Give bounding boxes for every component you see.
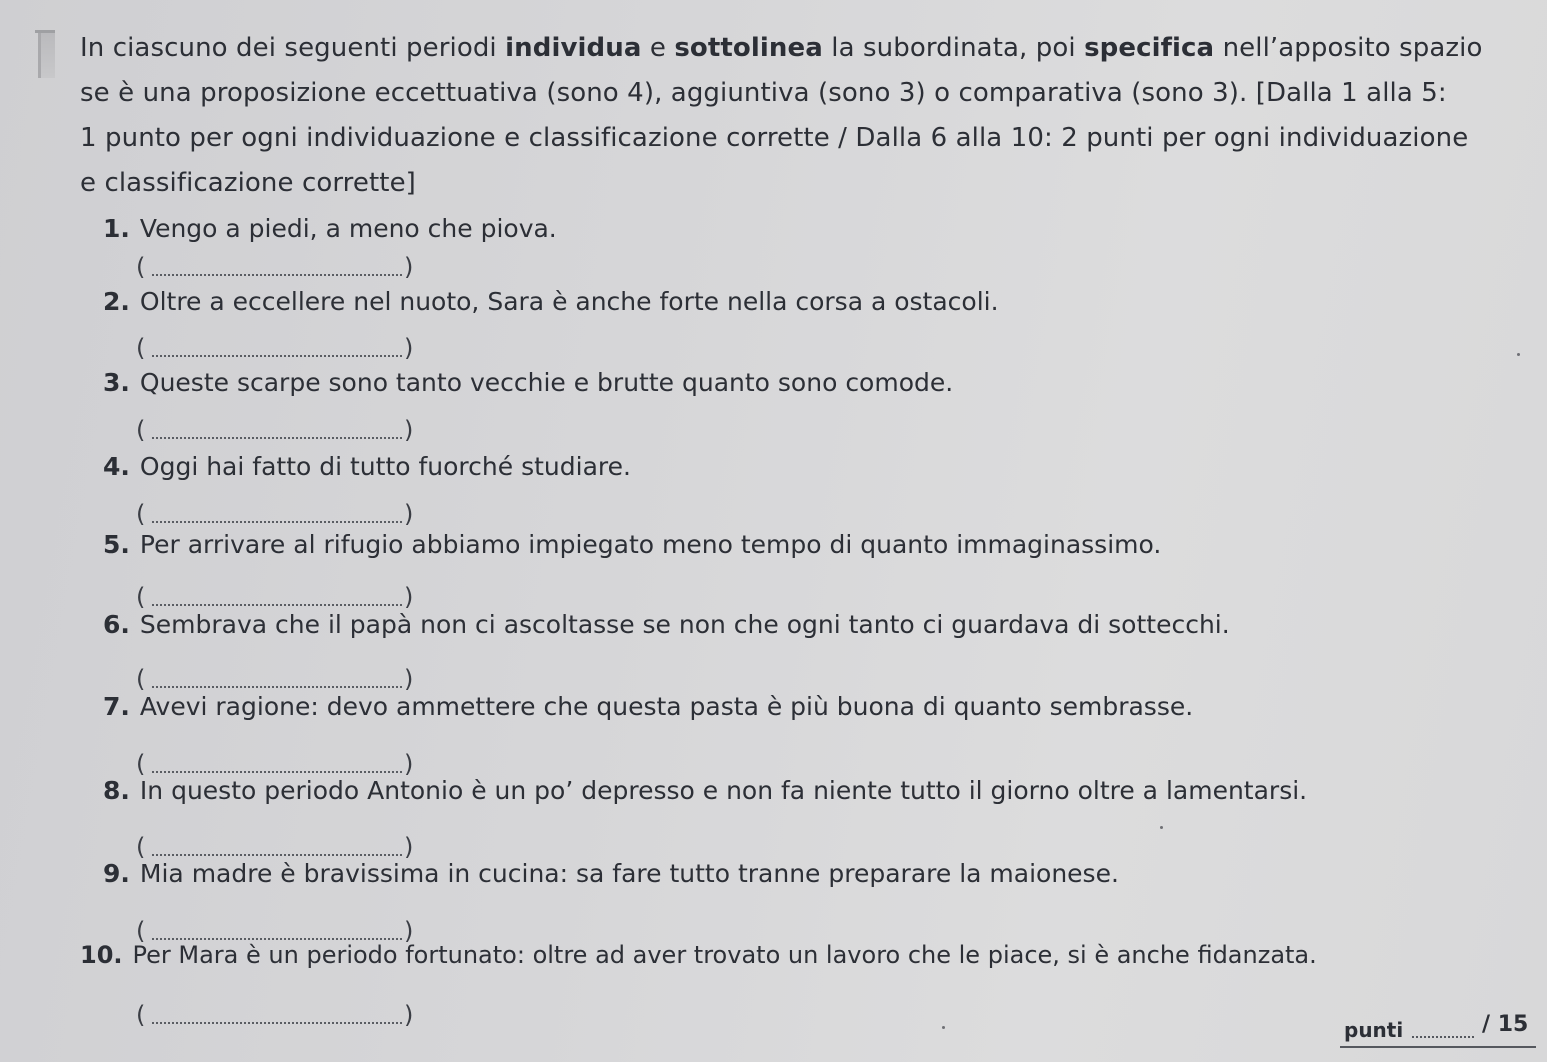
answer-field-10[interactable] — [136, 1001, 426, 1029]
item-sentence: Per Mara è un periodo fortunato: oltre ad aver trovato un lavoro che le piace, si è anche fidanzata. — [132, 941, 1317, 969]
score-total: / 15 — [1482, 1012, 1529, 1037]
paper-speck — [942, 1026, 945, 1029]
item-number: 4. — [103, 452, 130, 481]
instructions-keyword-individua: individua — [505, 33, 642, 63]
item-sentence: In questo periodo Antonio è un po’ depresso e non fa niente tutto il giorno oltre a lamentarsi. — [139, 776, 1308, 805]
exercise-item-4 — [103, 452, 631, 481]
answer-close-paren: ) — [404, 253, 414, 281]
answer-dotted-line — [152, 938, 402, 940]
answer-field-8[interactable] — [136, 833, 426, 861]
answer-dotted-line — [152, 437, 402, 439]
item-sentence: Per arrivare al rifugio abbiamo impiegato meno tempo di quanto immaginassimo. — [139, 530, 1162, 559]
item-number: 1. — [103, 214, 130, 243]
item-number: 8. — [103, 776, 130, 805]
answer-close-paren: ) — [404, 1001, 414, 1029]
answer-field-6[interactable] — [136, 665, 426, 693]
item-number: 7. — [103, 692, 130, 721]
instructions-line-3: 1 punto per ogni individuazione e classificazione corrette / Dalla 6 alla 10: 2 punti per ogni individuazione — [80, 123, 1469, 153]
answer-open-paren: ( — [136, 416, 146, 444]
answer-close-paren: ) — [404, 416, 414, 444]
item-number: 9. — [103, 859, 130, 888]
answer-close-paren: ) — [404, 334, 414, 362]
answer-dotted-line — [152, 355, 402, 357]
exercise-item-9 — [103, 859, 1119, 888]
answer-close-paren: ) — [404, 583, 414, 611]
answer-field-1[interactable] — [136, 253, 426, 281]
exercise-item-6 — [103, 610, 1230, 639]
answer-dotted-line — [152, 1022, 402, 1024]
answer-open-paren: ( — [136, 583, 146, 611]
instructions-line-1 — [80, 26, 1520, 71]
item-sentence: Queste scarpe sono tanto vecchie e brutte quanto sono comode. — [139, 368, 954, 397]
score-blank[interactable] — [1412, 1036, 1474, 1038]
instructions-text: nell’apposito spazio — [1214, 33, 1483, 63]
item-sentence: Sembrava che il papà non ci ascoltasse se non che ogni tanto ci guardava di sottecchi. — [139, 610, 1230, 639]
item-sentence: Oggi hai fatto di tutto fuorché studiare. — [139, 452, 631, 481]
paper-speck — [1160, 826, 1163, 829]
answer-field-7[interactable] — [136, 750, 426, 778]
instructions-line-2: se è una proposizione eccettuativa (sono 4), aggiuntiva (sono 3) o comparativa (sono 3). [Dalla 1 alla 5: — [80, 78, 1447, 108]
exercise-item-5 — [103, 530, 1161, 559]
item-number: 10. — [80, 941, 123, 969]
score-box — [1340, 1010, 1536, 1046]
score-label: punti — [1344, 1018, 1404, 1042]
answer-open-paren: ( — [136, 500, 146, 528]
margin-mark — [38, 30, 55, 78]
answer-dotted-line — [152, 274, 402, 276]
exercise-item-8 — [103, 776, 1307, 805]
exercise-item-10 — [80, 941, 1317, 969]
score-underline — [1340, 1046, 1536, 1048]
answer-field-5[interactable] — [136, 583, 426, 611]
item-number: 6. — [103, 610, 130, 639]
item-number: 5. — [103, 530, 130, 559]
item-sentence: Avevi ragione: devo ammettere che questa pasta è più buona di quanto sembrasse. — [139, 692, 1194, 721]
item-sentence: Vengo a piedi, a meno che piova. — [139, 214, 557, 243]
answer-close-paren: ) — [404, 750, 414, 778]
instructions-text: la subordinata, poi — [822, 33, 1085, 63]
answer-open-paren: ( — [136, 334, 146, 362]
answer-open-paren: ( — [136, 917, 146, 945]
instructions-line-4: e classificazione corrette] — [80, 168, 416, 198]
exercise-instructions — [80, 26, 1520, 206]
answer-close-paren: ) — [404, 833, 414, 861]
answer-field-2[interactable] — [136, 334, 426, 362]
item-sentence: Oltre a eccellere nel nuoto, Sara è anche forte nella corsa a ostacoli. — [139, 287, 999, 316]
exercise-item-1 — [103, 214, 557, 243]
answer-open-paren: ( — [136, 665, 146, 693]
instructions-keyword-specifica: specifica — [1084, 33, 1215, 63]
answer-open-paren: ( — [136, 1001, 146, 1029]
exercise-item-2 — [103, 287, 999, 316]
answer-open-paren: ( — [136, 750, 146, 778]
exercise-item-3 — [103, 368, 953, 397]
answer-close-paren: ) — [404, 500, 414, 528]
answer-dotted-line — [152, 521, 402, 523]
instructions-text: e — [641, 33, 675, 63]
answer-close-paren: ) — [404, 917, 414, 945]
item-sentence: Mia madre è bravissima in cucina: sa fare tutto tranne preparare la maionese. — [139, 859, 1119, 888]
answer-dotted-line — [152, 771, 402, 773]
answer-open-paren: ( — [136, 833, 146, 861]
paper-speck — [1517, 353, 1520, 356]
instructions-keyword-sottolinea: sottolinea — [674, 33, 823, 63]
answer-dotted-line — [152, 854, 402, 856]
item-number: 3. — [103, 368, 130, 397]
exercise-item-7 — [103, 692, 1193, 721]
answer-dotted-line — [152, 686, 402, 688]
answer-field-3[interactable] — [136, 416, 426, 444]
item-number: 2. — [103, 287, 130, 316]
answer-dotted-line — [152, 604, 402, 606]
answer-field-4[interactable] — [136, 500, 426, 528]
answer-open-paren: ( — [136, 253, 146, 281]
instructions-text: In ciascuno dei seguenti periodi — [80, 33, 506, 63]
answer-close-paren: ) — [404, 665, 414, 693]
